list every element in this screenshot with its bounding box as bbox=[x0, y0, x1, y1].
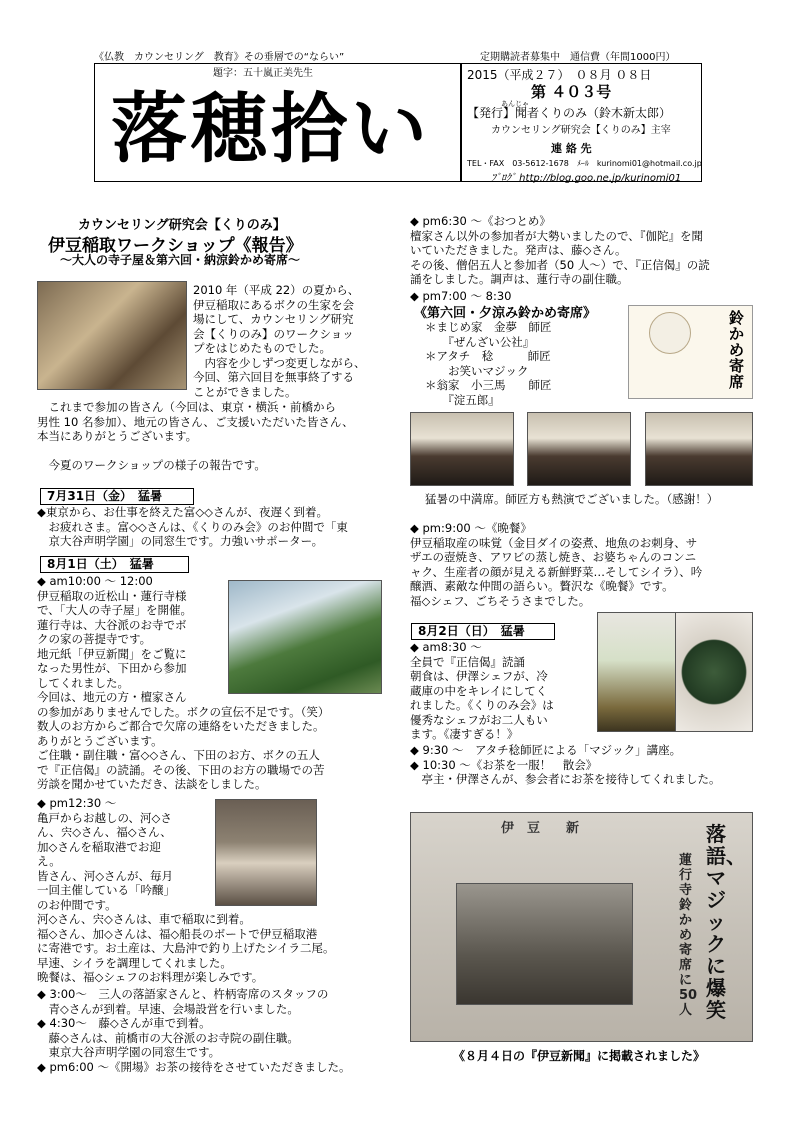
otsutome-text: ◆ pm6:30 ～《おつとめ》 檀家さん以外の参加者が大勢いましたので、『伽陀』を聞 いていただきました。発声は、藤◇さん。 その後、僧侶五人と参加者（50 人～）で、『正信偈』の読 誦をしました。調声は、蓮行寺の副住職。 bbox=[410, 214, 710, 286]
issue-number: 第 ４０３号 bbox=[531, 83, 612, 101]
hall-caption: 猛暑の中満席。師匠方も熱演でございました。（感謝！） bbox=[425, 492, 719, 506]
yose-title: 《第六回・夕涼み鈴かめ寄席》 bbox=[414, 306, 597, 321]
room-photo bbox=[37, 281, 187, 390]
calligraphy-credit: 題字：五十嵐正美先生 bbox=[213, 68, 313, 79]
organization: カウンセリング研究会【くりのみ】主宰 bbox=[491, 125, 671, 136]
day1-text: ◆東京から、お仕事を終えた富◇◇さんが、夜遅く到着。 お疲れさま。富◇◇さんは、《くりのみ会》のお仲間で「東 京大谷声明学園」の同窓生です。力強いサポーター。 bbox=[37, 505, 348, 548]
article-headline: 伊豆稲取ワークショップ《報告》 bbox=[48, 236, 303, 256]
header-tagline: 《仏教 カウンセリング 教育》その垂層での“ならい” bbox=[94, 52, 345, 63]
issue-info-box bbox=[460, 63, 702, 182]
sweets-photo bbox=[675, 612, 753, 732]
article-kicker: カウンセリング研究会【くりのみ】 bbox=[78, 218, 286, 233]
issue-date: 2015（平成２７） ０８月 ０８日 bbox=[467, 68, 652, 82]
hall-photo-2 bbox=[527, 412, 631, 486]
masthead-box bbox=[94, 63, 462, 182]
masthead-title: 落穂拾い bbox=[111, 84, 431, 173]
performer-list: ＊まじめ家 金夢 師匠 『ぜんざい公社』 ＊アタチ 稔 師匠 お笑いマジック ＊翁家 小三馬 師匠 『淀五郎』 bbox=[425, 320, 552, 407]
newspaper-caption: 《８月４日の『伊豆新聞』に掲載されました》 bbox=[453, 1049, 706, 1063]
hall-photo-1 bbox=[410, 412, 514, 486]
news-headline-main: 落語、マジックに爆笑 bbox=[706, 822, 746, 1022]
day2-block1: ◆ am10:00 ～ 12:00 伊豆稲取の近松山・蓮行寺様 で、「大人の寺子屋」を開催。 蓮行寺は、大谷派のお寺でボ クの家の菩提寺です。 地元紙「伊豆新聞」をご覧に なった男性が、下田から参加 してくれました。 今回は、地元の方・檀家さん の参加がありませんでした。ボクの宣伝不足です。（笑） 数人のお方からご都合で欠席の連絡をいただきました。 ありがとうございます。 ご住職・副住職・富◇◇さん、下田のお方、ボクの五人 で『正信偈』の読誦。その後、下田のお方の職場での苦 労談を聞かせていただき、法談をしました。 bbox=[37, 574, 330, 791]
hall-photo-3 bbox=[645, 412, 753, 486]
subscription-notice: 定期購読者募集中 通信費（年間1000円） bbox=[480, 52, 676, 63]
intro-paragraph: これまで参加の皆さん（今回は、東京・横浜・前橋から 男性 10 名参加）、地元の皆さん、ご支援いただいた皆さん、 本当にありがとうございます。 今夏のワークショップの様子の報告です。 bbox=[37, 400, 397, 472]
poster-title: 鈴かめ寄席 bbox=[729, 309, 745, 391]
flower-photo bbox=[597, 612, 677, 732]
news-masthead: 伊 豆 新 bbox=[501, 821, 580, 836]
intro-right-text: 2010 年（平成 22）の夏から、 伊豆稲取にあるボクの生家を会 場にして、カウンセリング研究 会【くりのみ】のワークショッ プをはじめたものでした。 内容を少しずつ変更しながら、 今回、第六回目を無事終了する ことができました。 bbox=[193, 283, 366, 399]
report-intro: 今夏のワークショップの様子の報告です。 bbox=[37, 457, 266, 472]
day2-tag: 8月1日（土） 猛暑 bbox=[40, 556, 189, 573]
tel-fax-email: TEL・FAX 03-5612-1678 ﾒｰﾙ kurinomi01@hotmail.co.jp bbox=[467, 159, 702, 168]
bansan-text: ◆ pm:9:00 ～《晩餐》 伊豆稲取産の味覚（金目ダイの姿煮、地魚のお刺身、サ ザエの壺焼き、アワビの蒸し焼き、お婆ちゃんのコンニ ャク、生産者の顔が見える新鮮野菜…そしてシイラ）、吟 醸酒、素敵な仲間の語らい。贅沢な《晩餐》です。 福◇シェフ、ごちそうさまでした。 bbox=[410, 521, 703, 608]
yose-time: ◆ pm7:00 ～ 8:30 bbox=[410, 289, 512, 303]
article-subhead: ～大人の寺子屋＆第六回・納涼鈴かめ寄席～ bbox=[60, 253, 301, 267]
day3-more: ◆ 9:30 ～ アタチ稔師匠による「マジック」講座。 ◆ 10:30 ～《お茶を一服！ 散会》 亭主・伊澤さんが、参会者にお茶を接待してくれました。 bbox=[410, 743, 721, 786]
newspaper-clipping bbox=[410, 812, 753, 1042]
blog-url: ﾌﾞﾛｸﾞ http://blog.goo.ne.jp/kurinomi01 bbox=[491, 173, 682, 184]
news-headline-sub: 蓮行寺鈴かめ寄席に50人 bbox=[679, 853, 698, 1018]
okame-mask-icon bbox=[649, 312, 691, 354]
publisher: 【発行】聞者くりのみ（鈴木新太郎） bbox=[467, 106, 672, 120]
day2-block2: ◆ pm12:30 ～ 亀戸からお越しの、河◇さ ん、宍◇さん、福◇さん、 加◇さんを稲取港でお迎 え。 皆さん、河◇さんが、毎月 一回主催している「吟醸」 のお仲間です。 河◇さん、宍◇さんは、車で稲取に到着。 福◇さん、加◇さんは、福◇船長のボートで伊豆稲取港 に寄港です。お土産は、大島沖で釣り上げたシイラ二尾。 早速、シイラを調理してくれました。 晩餐は、福◇シェフのお料理が楽しみです。 bbox=[37, 796, 335, 984]
contact-label: 連 絡 先 bbox=[551, 142, 592, 155]
yose-poster bbox=[628, 305, 753, 399]
day1-tag: 7月31日（金） 猛暑 bbox=[40, 488, 194, 505]
publisher-ruby: あんじゃ bbox=[501, 100, 529, 108]
day2-block3: ◆ 3:00～ 三人の落語家さんと、杵柄寄席のスタッフの 青◇さんが到着。早速、会場設営を行いました。 ◆ 4:30～ 藤◇さんが車で到着。 藤◇さんは、前橋市の大谷派のお寺院の副住職。 東京大谷声明学園の同窓生です。 ◆ pm6:00 ～《開場》お茶の接待をさせていただきました。 bbox=[37, 987, 351, 1074]
news-photo bbox=[456, 883, 633, 1005]
day3-text: ◆ am8:30 ～ 全員で『正信偈』読誦 朝食は、伊澤シェフが、冷 蔵庫の中をキレイにしてく れました。《くりのみ会》は 優秀なシェフがお二人もい ます。《凄すぎる！》 bbox=[410, 640, 554, 741]
day3-tag: 8月2日（日） 猛暑 bbox=[411, 623, 555, 640]
